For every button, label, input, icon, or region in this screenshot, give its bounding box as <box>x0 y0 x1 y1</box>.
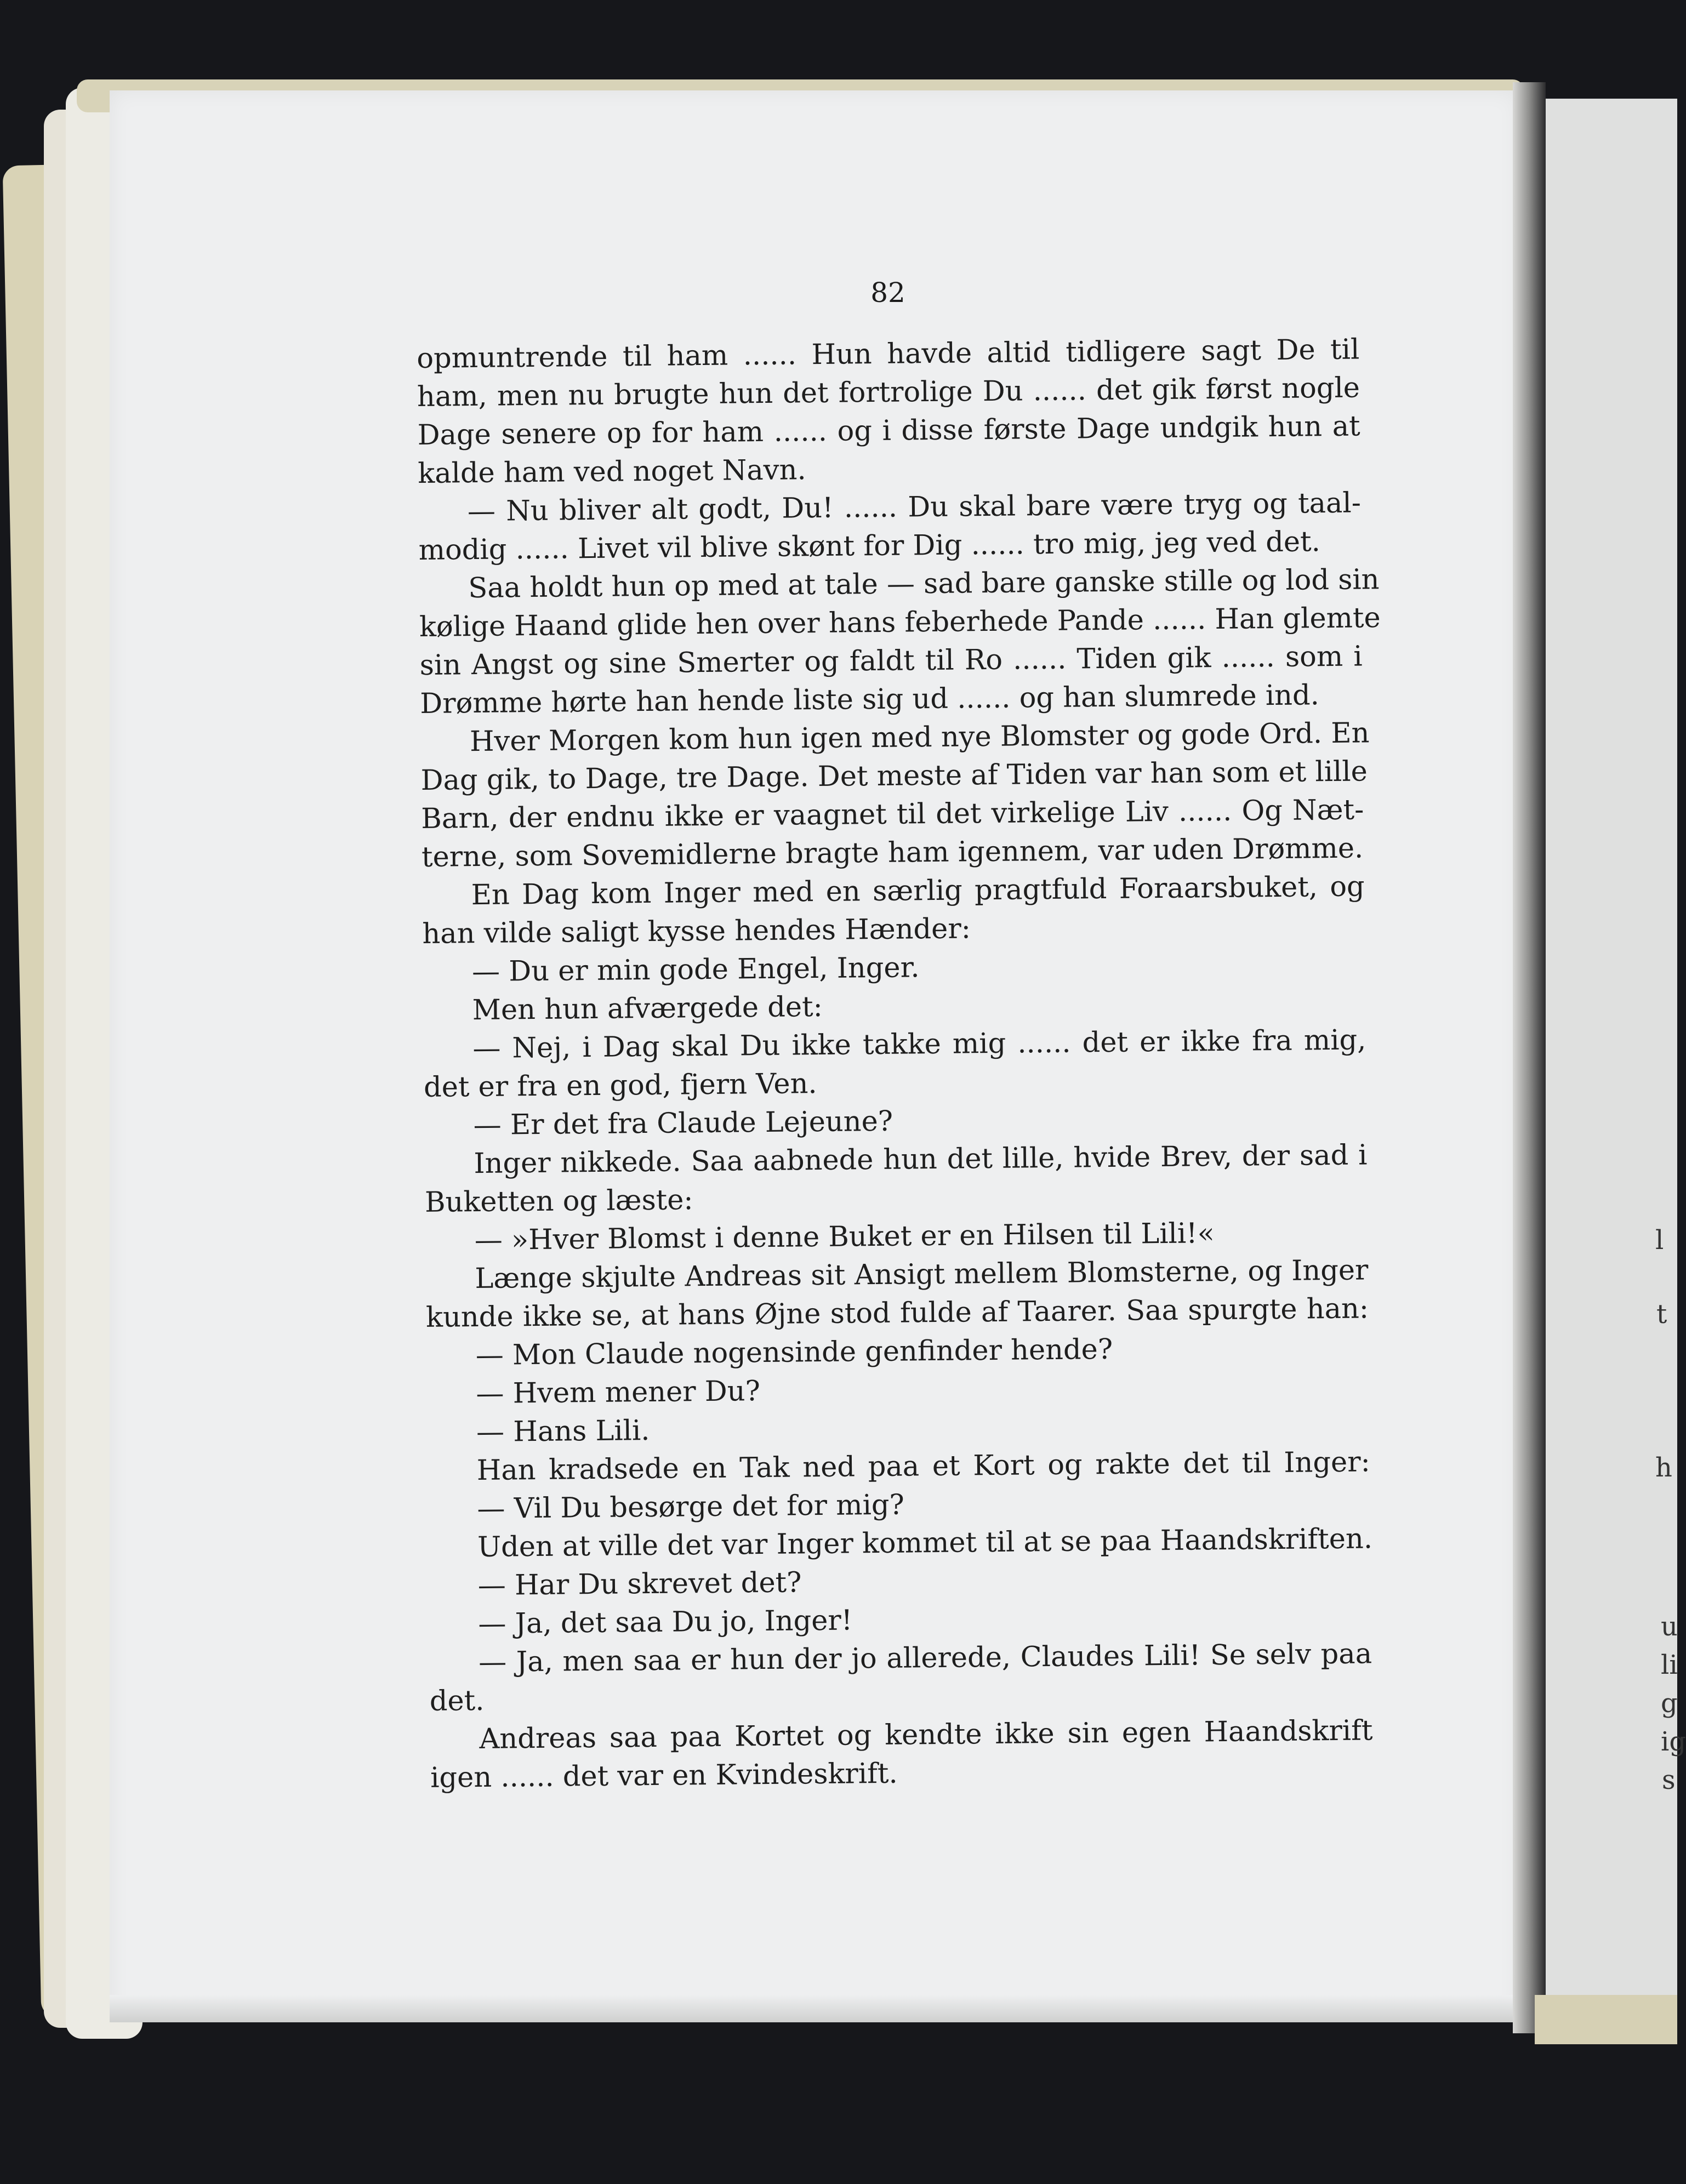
fragment: ig <box>1661 1726 1686 1757</box>
text-line: kølige Haand glide hen over hans feberhede Pande ...... Han glemte <box>419 602 1381 643</box>
text-line: Andreas saa paa Kortet og kendte ikke sin egen Haandskrift <box>479 1714 1373 1756</box>
text-line: En Dag kom Inger med en særlig pragtfuld Foraarsbuket, og <box>471 870 1365 912</box>
text-line: Saa holdt hun op med at tale — sad bare ganske stille og lod sin <box>468 563 1380 605</box>
page-number: 82 <box>870 277 905 309</box>
text-line: — Nej, i Dag skal Du ikke takke mig ...... det er ikke fra mig, <box>472 1024 1366 1065</box>
facing-page-edge <box>1535 1995 1677 2044</box>
text-line: — Hans Lili. <box>476 1415 650 1449</box>
text-line: — Vil Du besørge det for mig? <box>477 1489 905 1526</box>
text-line: han vilde saligt kysse hendes Hænder: <box>422 913 971 950</box>
text-line: Uden at ville det var Inger kommet til at se paa Haandskriften. <box>477 1522 1373 1564</box>
text-line: Buketten og læste: <box>424 1184 693 1219</box>
page-text <box>417 330 1381 1797</box>
fragment: h <box>1655 1452 1672 1483</box>
fragment: t <box>1656 1299 1667 1330</box>
text-line: ham, men nu brugte hun det fortrolige Du ...... det gik først nogle <box>417 372 1360 413</box>
text-line: — Nu bliver alt godt, Du! ...... Du skal bare være tryg og taal- <box>467 487 1362 528</box>
text-line: — Hvem mener Du? <box>476 1375 761 1411</box>
fragment: l <box>1655 1225 1664 1256</box>
text-line: Men hun afværgede det: <box>472 990 823 1027</box>
fragment: li <box>1661 1650 1678 1680</box>
page-bottom-shadow <box>110 1995 1518 2022</box>
text-line: Længe skjulte Andreas sit Ansigt mellem Blomsterne, og Inger <box>475 1254 1369 1296</box>
fragment: u <box>1661 1611 1678 1642</box>
book-gutter <box>1513 82 1546 2033</box>
text-line: modig ...... Livet vil blive skønt for Dig ...... tro mig, jeg ved det. <box>418 526 1321 567</box>
text-line: kalde ham ved noget Navn. <box>418 454 806 490</box>
text-line: Barn, der endnu ikke er vaagnet til det virkelige Liv ...... Og Næt- <box>421 794 1364 835</box>
facing-page <box>1546 99 1677 2039</box>
text-line: Hver Morgen kom hun igen med nye Blomster og gode Ord. En <box>469 717 1370 759</box>
text-line: — Ja, det saa Du jo, Inger! <box>478 1604 853 1641</box>
text-line: — Ja, men saa er hun der jo allerede, Claudes Lili! Se selv paa <box>478 1638 1372 1679</box>
text-line: Dag gik, to Dage, tre Dage. Det meste af Tiden var han som et lille <box>420 755 1368 797</box>
text-line: — Du er min gode Engel, Inger. <box>471 951 920 989</box>
text-line: — Mon Claude nogensinde genfinder hende? <box>475 1333 1113 1372</box>
text-line: sin Angst og sine Smerter og faldt til Ro ...... Tiden gik ...... som i <box>419 640 1363 682</box>
text-line: det er fra en god, fjern Ven. <box>423 1068 817 1104</box>
text-line: igen ...... det var en Kvindeskrift. <box>430 1757 898 1794</box>
text-line: Dage senere op for ham ...... og i disse første Dage undgik hun at <box>417 410 1360 452</box>
text-line: kunde ikke se, at hans Øjne stod fulde af Taarer. Saa spurgte han: <box>425 1292 1369 1334</box>
text-line: — »Hver Blomst i denne Buket er en Hilsen til Lili!« <box>474 1217 1215 1257</box>
text-line: opmuntrende til ham ...... Hun havde altid tidligere sagt De til <box>417 333 1360 375</box>
text-line: — Er det fra Claude Lejeune? <box>473 1105 893 1142</box>
text-line: — Har Du skrevet det? <box>477 1566 802 1603</box>
text-line: Inger nikkede. Saa aabnede hun det lille, hvide Brev, der sad i <box>474 1139 1368 1181</box>
text-line: terne, som Sovemidlerne bragte ham igennem, var uden Drømme. <box>421 832 1364 874</box>
fragment: s <box>1662 1765 1676 1795</box>
text-line: Drømme hørte han hende liste sig ud ...... og han slumrede ind. <box>420 679 1320 720</box>
text-line: Han kradsede en Tak ned paa et Kort og rakte det til Inger: <box>476 1446 1371 1487</box>
fragment: g <box>1661 1688 1678 1719</box>
text-line: det. <box>429 1684 485 1718</box>
